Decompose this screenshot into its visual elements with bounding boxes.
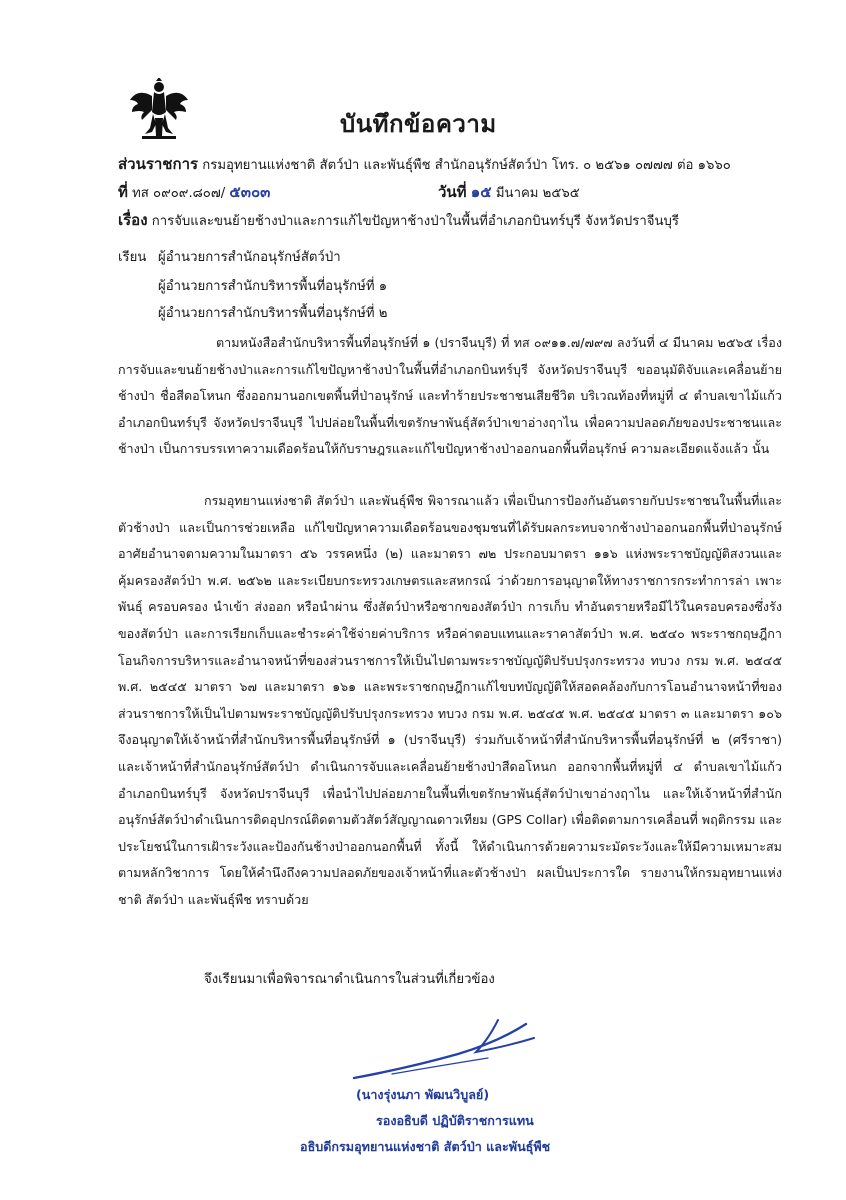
date-day: ๑๕ bbox=[470, 183, 492, 201]
memo-title: บันทึกข้อความ bbox=[340, 110, 497, 138]
subject-label: เรื่อง bbox=[118, 211, 148, 229]
body-paragraph-1: ตามหนังสือสำนักบริหารพื้นที่อนุรักษ์ที่ ๑ (ปราจีนบุรี) ที่ ทส ๐๙๑๑.๗/๗๙๗ ลงวันที่ ๔ มีนาคม ๒๕๖๕ เรื่อง การจับและขนย้ายช้างป่าและการแก้ไขปัญหาช้างป่าในพื้นที่อำเภอกบินทร์บุรี จังหวัดปราจีนบุรี ขออนุมัติจับและเคลื่อนย้ายช้างป่า ชื่อสีดอโหนก ซึ่งออกมานอกเขตพื้นที่ป่าอนุรักษ์ และทำร้ายประชาชนเสียชีวิต บริเวณท้องที่หมู่ที่ ๔ ตำบลเขาไม้แก้ว อำเภอกบินทร์บุรี จังหวัดปราจีนบุรี ไปปล่อยในพื้นที่เขตรักษาพันธุ์สัตว์ป่าเขาอ่างฤาไน เพื่อความปลอดภัยของประชาชนและช้างป่า เป็นการบรรเทาความเดือดร้อนให้กับราษฎรและแก้ไขปัญหาช้างป่าออกนอกพื้นที่อนุรักษ์ ความละเอียดแจ้งแล้ว นั้น bbox=[118, 335, 782, 457]
closing-line: จึงเรียนมาเพื่อพิจารณาดำเนินการในส่วนที่เกี่ยวข้อง bbox=[204, 972, 495, 987]
recipient-line: ผู้อำนวยการสำนักบริหารพื้นที่อนุรักษ์ที่ ๒ bbox=[158, 306, 388, 321]
reference-value: ทส ๐๙๐๙.๘๐๗/ bbox=[132, 186, 226, 201]
body-paragraph-2: กรมอุทยานแห่งชาติ สัตว์ป่า และพันธุ์พืช พิจารณาแล้ว เพื่อเป็นการป้องกันอันตรายกับประชาชนในพื้นที่และตัวช้างป่า และเป็นการช่วยเหลือ แก้ไขปัญหาความเดือดร้อนของชุมชนที่ได้รับผลกระทบจากช้างป่าออกนอกพื้นที่ป่าอนุรักษ์ อาศัยอำนาจตามความในมาตรา ๕๖ วรรคหนึ่ง (๒) และมาตรา ๗๒ ประกอบมาตรา ๑๑๖ แห่งพระราชบัญญัติสงวนและคุ้มครองสัตว์ป่า พ.ศ. ๒๕๖๒ และระเบียบกระทรวงเกษตรและสหกรณ์ ว่าด้วยการอนุญาตให้ทางราชการกระทำการล่า เพาะพันธุ์ ครอบครอง นำเข้า ส่งออก หรือนำผ่าน ซึ่งสัตว์ป่าหรือซากของสัตว์ป่า การเก็บ ทำอันตรายหรือมีไว้ในครอบครองซึ่งรังของสัตว์ป่า และการเรียกเก็บและชำระค่าใช้จ่ายค่าบริการ หรือค่าตอบแทนและราคาสัตว์ป่า พ.ศ. ๒๕๔๐ พระราชกฤษฎีกาโอนกิจการบริหารและอำนาจหน้าที่ของส่วนราชการให้เป็นไปตามพระราชบัญญัติปรับปรุงกระทรวง ทบวง กรม พ.ศ. ๒๕๔๕ พ.ศ. ๒๕๔๕ มาตรา ๖๗ และมาตรา ๑๖๑ และพระราชกฤษฎีกาแก้ไขบทบัญญัติให้สอดคล้องกับการโอนอำนาจหน้าที่ของส่วนราชการให้เป็นไปตามพระราชบัญญัติปรับปรุงกระทรวง ทบวง กรม พ.ศ. ๒๕๔๕ พ.ศ. ๒๕๔๕ มาตรา ๓ และมาตรา ๑๐๖ จึงอนุญาตให้เจ้าหน้าที่สำนักบริหารพื้นที่อนุรักษ์ที่ ๑ (ปราจีนบุรี) ร่วมกับเจ้าหน้าที่สำนักบริหารพื้นที่อนุรักษ์ที่ ๒ (ศรีราชา) และเจ้าหน้าที่สำนักอนุรักษ์สัตว์ป่า ดำเนินการจับและเคลื่อนย้ายช้างป่าสีดอโหนก ออกจากพื้นที่หมู่ที่ ๔ ตำบลเขาไม้แก้ว อำเภอกบินทร์บุรี จังหวัดปราจีนบุรี เพื่อนำไปปล่อยภายในพื้นที่เขตรักษาพันธุ์สัตว์ป่าเขาอ่างฤาไน และให้เจ้าหน้าที่สำนักอนุรักษ์สัตว์ป่าดำเนินการติดอุปกรณ์ติดตามตัวสัตว์สัญญาณดาวเทียม (GPS Collar) เพื่อติดตามการเคลื่อนที่ พฤติกรรม และประโยชน์ในการเฝ้าระวังและป้องกันช้างป่าออกนอกพื้นที่ ทั้งนี้ ให้ดำเนินการด้วยความระมัดระวังและให้มีความเหมาะสมตามหลักวิชาการ โดยให้คำนึงถึงความปลอดภัยของเจ้าหน้าที่และตัวช้างป่า ผลเป็นประการใด รายงานให้กรมอุทยานแห่งชาติ สัตว์ป่า และพันธุ์พืช ทราบด้วย bbox=[118, 493, 782, 907]
date-month-year: มีนาคม ๒๕๖๕ bbox=[495, 186, 580, 201]
signatory-organization: อธิบดีกรมอุทยานแห่งชาติ สัตว์ป่า และพันธุ์พืช bbox=[300, 1139, 551, 1154]
signatory-name: (นางรุ่งนภา พัฒนวิบูลย์) bbox=[356, 1087, 490, 1102]
date-line bbox=[438, 180, 580, 204]
recipient-line: ผู้อำนวยการสำนักอนุรักษ์สัตว์ป่า bbox=[158, 250, 341, 265]
signatory-position: รองอธิบดี ปฏิบัติราชการแทน bbox=[376, 1113, 534, 1128]
reference-label: ที่ bbox=[118, 183, 128, 201]
reference-line bbox=[118, 180, 270, 204]
salutation-prefix: เรียน bbox=[118, 250, 147, 265]
subject-value: การจับและขนย้ายช้างป่าและการแก้ไขปัญหาช้างป่าในพื้นที่อำเภอกบินทร์บุรี จังหวัดปราจีนบุรี bbox=[151, 214, 679, 229]
handwritten-signature bbox=[348, 1008, 538, 1088]
reference-number-stamp: ๕๓๐๓ bbox=[229, 183, 271, 201]
agency-line bbox=[118, 152, 731, 176]
agency-value: กรมอุทยานแห่งชาติ สัตว์ป่า และพันธุ์พืช สำนักอนุรักษ์สัตว์ป่า โทร. ๐ ๒๕๖๑ ๐๗๗๗ ต่อ ๑๖๖๐ bbox=[202, 158, 731, 173]
recipient-line: ผู้อำนวยการสำนักบริหารพื้นที่อนุรักษ์ที่ ๑ bbox=[158, 279, 388, 294]
date-label: วันที่ bbox=[438, 183, 467, 201]
garuda-emblem-icon bbox=[128, 78, 190, 144]
agency-label: ส่วนราชการ bbox=[118, 155, 199, 173]
subject-line bbox=[118, 208, 679, 232]
